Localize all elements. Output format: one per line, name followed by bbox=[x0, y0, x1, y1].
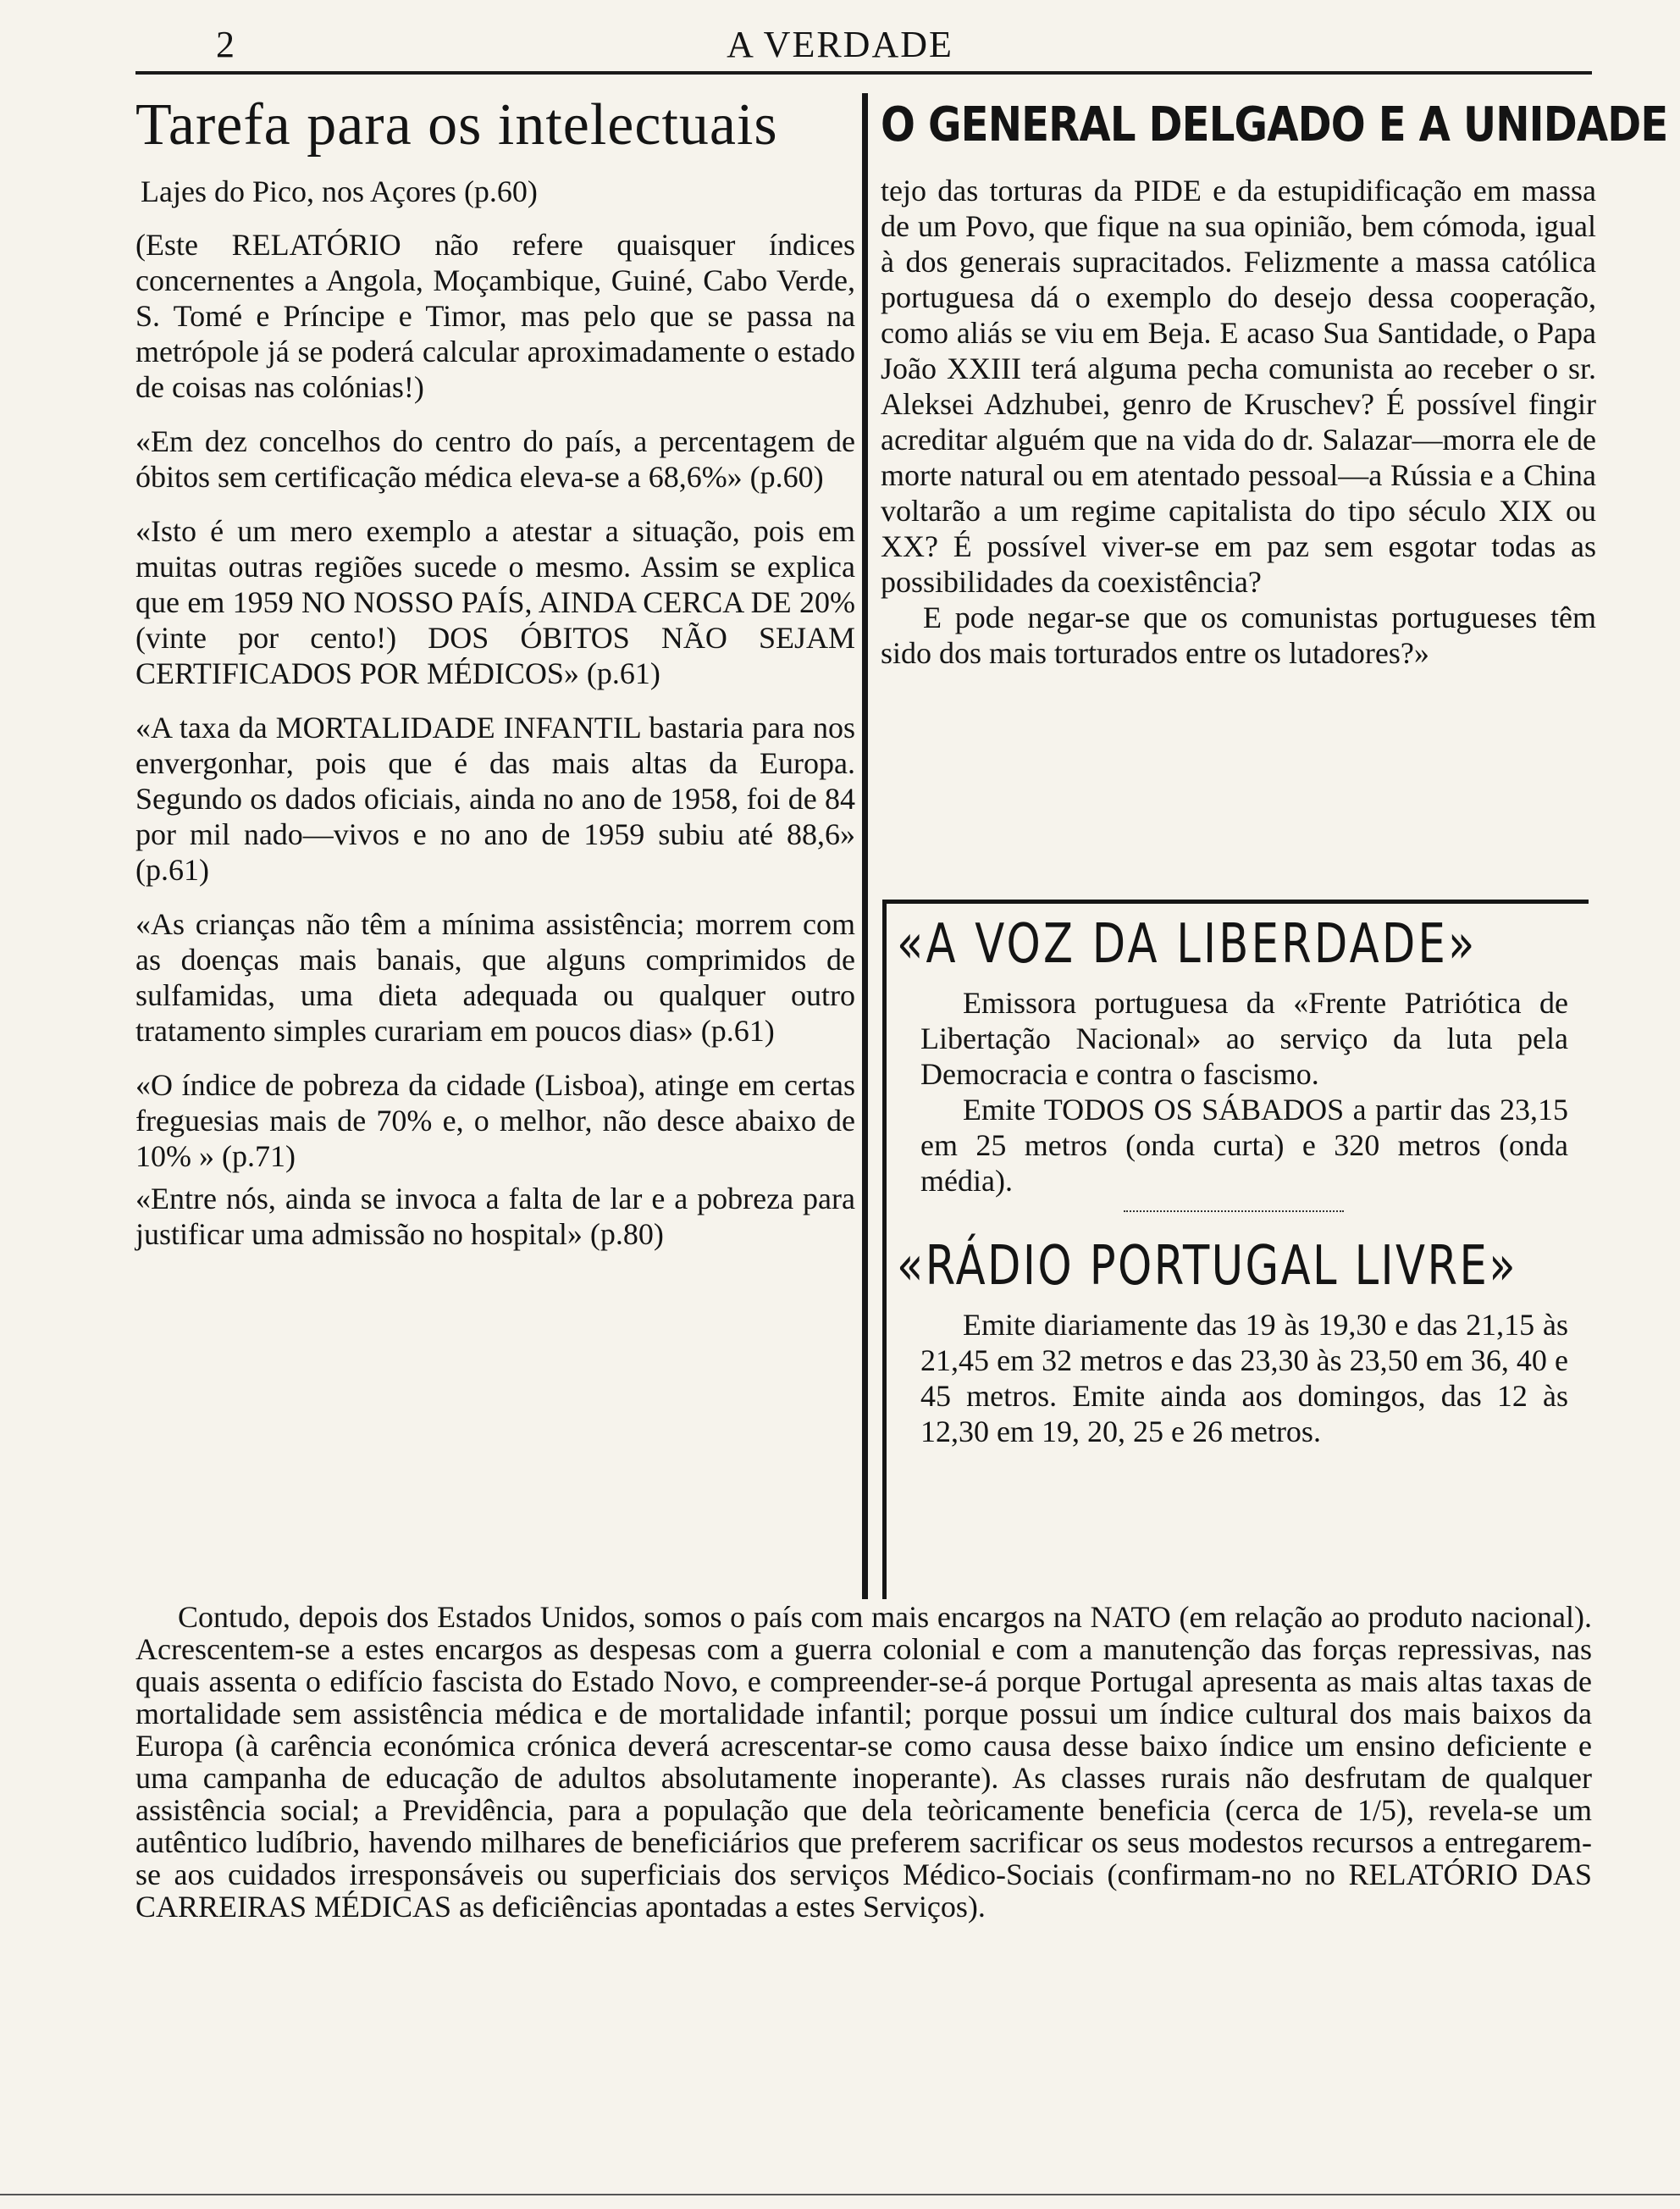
masthead-rule bbox=[135, 71, 1592, 75]
left-paragraph-3: «Isto é um mero exemplo a atestar a situação, pois em muitas outras regiões sucede o mesmo. Assim se explica que em 1959 NO NOSSO PAÍS, AINDA CERCA DE 20% (vinte por cento!) DOS ÓBITOS NÃO SEJAM CERTIFICADOS POR MÉDICOS» (p.61) bbox=[135, 514, 855, 690]
left-paragraph-5: «As crianças não têm a mínima assistência; morrem com as doenças mais banais, que alguns comprimidos de sulfamidas, uma dieta adequada ou qualquer outro tratamento simples curariam em poucos dias» (p.61) bbox=[135, 907, 855, 1048]
bottom-paragraph: Contudo, depois dos Estados Unidos, somos o país com mais encargos na NATO (em relação ao produto nacional). Acrescentem-se a estes encargos as despesas com a guerra colonial e com a manutenção das forças repressivas, nas quais assenta o edifício fascista do Estado Novo, e compreender-se-á porque Portugal apresenta as mais altas taxas de mortalidade sem assistência médica e de mortalidade infantil; porque possui um índice cultural dos mais baixos da Europa (à carência económica crónica deverá acrescentar-se como causa desse baixo índice um ensino deficiente e uma campanha de educação de adultos absolutamente inoperante). As classes rurais não desfrutam de qualquer assistência social; a Previdência, para a população que dela teòricamente beneficia (cerca de 1/5), revela-se um autêntico ludíbrio, havendo milhares de beneficiários que preferem sacrificar os seus modestos recursos a entregarem-se aos cuidados irresponsáveis ou superficiais dos serviços Médico-Sociais (confirmam-no no RELATÓRIO DAS CARREIRAS MÉDICAS as deficiências apontadas a estes Serviços). bbox=[135, 1600, 1592, 1924]
radio-broadcast-box bbox=[882, 900, 1589, 1599]
right-column bbox=[881, 90, 1668, 671]
newspaper-title: A VERDADE bbox=[727, 24, 953, 65]
column-divider bbox=[862, 93, 868, 1599]
left-paragraph-6: «O índice de pobreza da cidade (Lisboa), atinge em certas freguesias mais de 70% e, o melhor, não desce abaixo de 10% » (p.71) bbox=[135, 1068, 855, 1173]
left-paragraph-4: «A taxa da MORTALIDADE INFANTIL bastaria para nos envergonhar, pois que é das mais altas da Europa. Segundo os dados oficiais, ainda no ano de 1958, foi de 84 por mil nado—vivos e no ano de 1959 subiu até 88,6» (p.61) bbox=[135, 711, 855, 887]
article-title-delgado: O GENERAL DELGADO E A UNIDADE bbox=[881, 97, 1668, 152]
right-paragraph-1: tejo das torturas da PIDE e da estupidificação em massa de um Povo, que fique na sua opinião, bem cómoda, igual à dos generais supracitados. Felizmente a massa católica portuguesa dá o exemplo do desejo dessa cooperação, como aliás se viu em Beja. E acaso Sua Santidade, o Papa João XXIII terá alguma pecha comunista ao receber o sr. Aleksei Adzhubei, genro de Kruschev? É possível fingir acreditar alguém que na vida do dr. Salazar—morra ele de morte natural ou em atentado pessoal—a Rússia e a China voltarão a um regime capitalista do tipo século XIX ou XX? É possível viver-se em paz sem esgotar todas as possibilidades da coexistência? bbox=[881, 174, 1596, 599]
radio-paragraph: Emite diariamente das 19 às 19,30 e das 21,15 às 21,45 em 32 metros e das 23,30 às 23,50 em 36, 40 e 45 metros. Emite ainda aos domingos, das 12 às 12,30 em 19, 20, 25 e 26 metros. bbox=[920, 1308, 1568, 1448]
radio-portugal-livre-heading: «RÁDIO PORTUGAL LIVRE» bbox=[897, 1235, 1517, 1298]
page-number: 2 bbox=[216, 24, 235, 65]
voz-paragraph-2: Emite TODOS OS SÁBADOS a partir das 23,15 em 25 metros (onda curta) e 320 metros (onda média). bbox=[920, 1093, 1568, 1198]
bottom-article bbox=[135, 1601, 1592, 1923]
box-separator bbox=[1124, 1210, 1344, 1214]
page-bottom-rule bbox=[0, 2194, 1680, 2195]
voz-da-liberdade-heading: «A VOZ DA LIBERDADE» bbox=[897, 913, 1478, 976]
right-paragraph-2: E pode negar-se que os comunistas portugueses têm sido dos mais torturados entre os lutadores?» bbox=[881, 601, 1596, 670]
article-title-intellectuals: Tarefa para os intelectuais bbox=[135, 92, 778, 158]
voz-paragraph-1: Emissora portuguesa da «Frente Patriótica de Libertação Nacional» ao serviço da luta pela Democracia e contra o fascismo. bbox=[920, 986, 1568, 1091]
left-paragraph-7: «Entre nós, ainda se invoca a falta de lar e a pobreza para justificar uma admissão no hospital» (p.80) bbox=[135, 1182, 855, 1251]
left-paragraph-1: (Este RELATÓRIO não refere quaisquer índices concernentes a Angola, Moçambique, Guiné, Cabo Verde, S. Tomé e Príncipe e Timor, mas pelo que se passa na metrópole já se poderá calcular aproximadamente o estado de coisas nas colónias!) bbox=[135, 228, 855, 404]
left-column bbox=[135, 90, 855, 1259]
left-paragraph-2: «Em dez concelhos do centro do país, a percentagem de óbitos sem certificação médica eleva-se a 68,6%» (p.60) bbox=[135, 424, 855, 494]
article-subtitle: Lajes do Pico, nos Açores (p.60) bbox=[141, 174, 538, 208]
